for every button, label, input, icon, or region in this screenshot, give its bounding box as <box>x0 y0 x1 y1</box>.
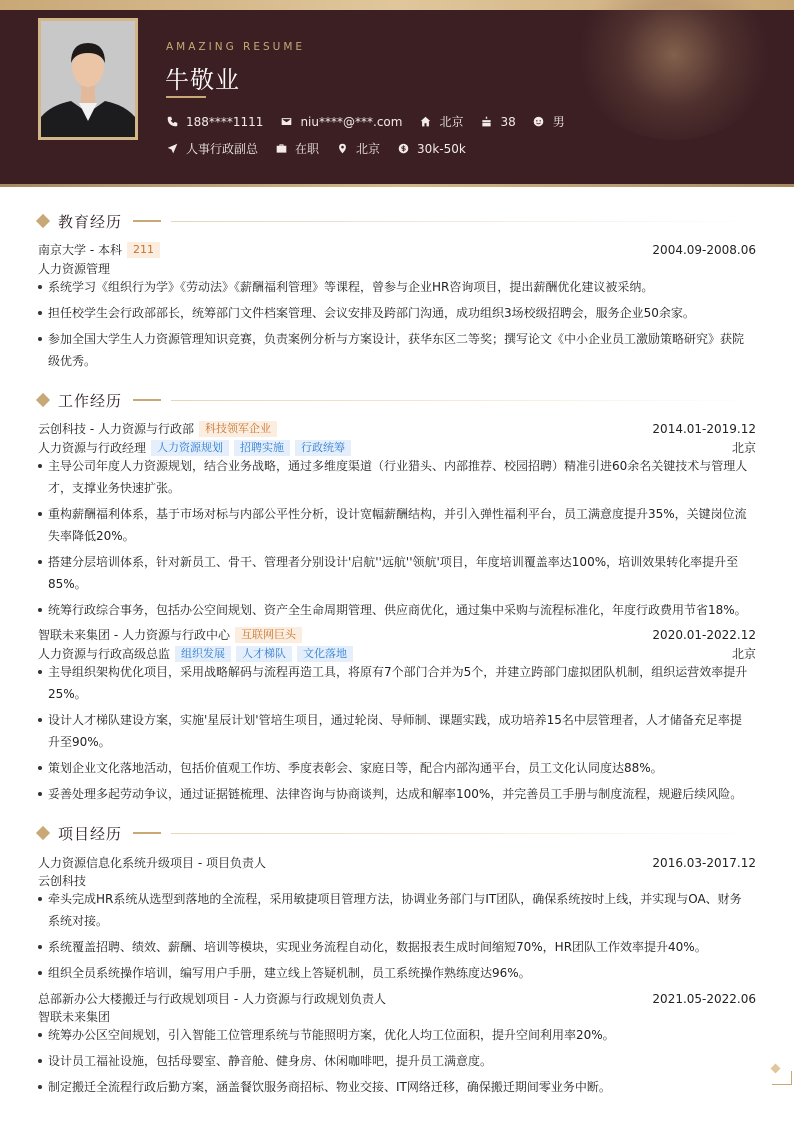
phone-text: 188****1111 <box>186 114 264 129</box>
work-city: 北京 <box>731 441 756 455</box>
project-org-row <box>38 1008 756 1025</box>
section-work-header <box>38 390 758 410</box>
salary-item <box>397 142 466 156</box>
work-position-row <box>38 645 756 662</box>
section-divider <box>171 400 758 401</box>
list-item: 参加全国大学生人力资源管理知识竞赛，负责案例分析与方案设计，获华东区二等奖；撰写论文《中小企业员工激励策略研究》获院级优秀。 <box>38 328 750 372</box>
company-tag: 科技领军企业 <box>199 421 277 437</box>
project-entry-header <box>38 990 756 1007</box>
section-divider <box>171 833 758 834</box>
money-icon <box>397 143 409 155</box>
age-item <box>480 115 515 129</box>
work-date: 2014.01-2019.12 <box>652 421 756 436</box>
project-entry-header <box>38 854 756 871</box>
briefcase-icon <box>275 143 287 155</box>
education-date: 2004.09-2008.06 <box>652 242 756 257</box>
list-item: 牵头完成HR系统从选型到落地的全流程，采用敏捷项目管理方法，协调业务部门与IT团队，确保系统按时上线，并实现与OA、财务系统对接。 <box>38 888 750 932</box>
list-item: 担任校学生会行政部部长，统筹部门文件档案管理、会议安排及跨部门沟通，成功组织3场校级招聘会，服务企业50余家。 <box>38 302 750 324</box>
list-item: 组织全员系统操作培训，编写用户手册，建立线上答疑机制，员工系统操作熟练度达96%。 <box>38 962 750 984</box>
resume-header <box>0 0 794 187</box>
mail-icon <box>280 116 292 128</box>
education-major-row <box>38 260 756 277</box>
age-text: 38 <box>500 114 516 129</box>
list-item: 设计人才梯队建设方案，实施'星辰计划'管培生项目，通过轮岗、导师制、课题实践，成功培养15名中层管理者，人才储备充足率提升至90%。 <box>38 709 750 753</box>
skill-tag: 行政统筹 <box>295 440 351 456</box>
phone-item <box>166 115 263 129</box>
profile-photo <box>38 18 138 140</box>
project-title: 人力资源信息化系统升级项目 - 项目负责人 <box>38 856 266 870</box>
section-education-header <box>38 211 758 231</box>
skill-tag: 人才梯队 <box>236 646 292 662</box>
list-item: 系统覆盖招聘、绩效、薪酬、培训等模块，实现业务流程自动化，数据报表生成时间缩短70%，HR团队工作效率提升40%。 <box>38 936 750 958</box>
project-org-row <box>38 872 756 889</box>
work-position-row <box>38 439 756 456</box>
skill-tag: 人力资源规划 <box>151 440 229 456</box>
resume-tagline: AMAZING RESUME <box>166 41 306 53</box>
education-entry-header <box>38 241 756 258</box>
work-entry-header <box>38 420 756 437</box>
skill-tag: 组织发展 <box>175 646 231 662</box>
project-date: 2021.05-2022.06 <box>652 991 756 1006</box>
section-divider <box>171 221 758 222</box>
salary-text: 30k-50k <box>417 141 466 156</box>
phone-icon <box>166 116 178 128</box>
project-org: 智联未来集团 <box>38 1010 111 1024</box>
list-item: 策划企业文化落地活动，包括价值观工作坊、季度表彰会、家庭日等，配合内部沟通平台，员工文化认同度达88%。 <box>38 757 750 779</box>
page-corner-ornament <box>770 1065 792 1085</box>
candidate-name: 牛敬业 <box>165 66 240 94</box>
gender-text: 男 <box>552 115 565 129</box>
section-diamond-icon <box>36 393 50 407</box>
section-bar <box>133 220 161 222</box>
home-city-text: 北京 <box>439 115 464 129</box>
status-item <box>275 140 319 157</box>
list-item: 制定搬迁全流程行政后勤方案，涵盖餐饮服务商招标、物业交接、IT网络迁移，确保搬迁期间零业务中断。 <box>38 1076 750 1098</box>
project-date: 2016.03-2017.12 <box>652 855 756 870</box>
section-project-header <box>38 823 758 843</box>
skill-tag: 招聘实施 <box>234 440 290 456</box>
location-pin-icon <box>336 143 348 155</box>
list-item: 搭建分层培训体系，针对新员工、骨干、管理者分别设计'启航''远航''领航'项目，年度培训覆盖率达100%，培训效果转化率提升至85%。 <box>38 551 750 595</box>
job-intent-row <box>166 140 483 157</box>
list-item: 主导公司年度人力资源规划，结合业务战略，通过多维度渠道（行业猎头、内部推荐、校园招聘）精准引进60余名关键技术与管理人才，支撑业务快速扩张。 <box>38 455 750 499</box>
position-item <box>166 140 258 157</box>
work-entry-header <box>38 626 756 643</box>
section-bar <box>133 399 161 401</box>
gender-icon <box>533 116 545 128</box>
send-icon <box>166 143 178 155</box>
section-title: 工作经历 <box>58 391 123 410</box>
email-text: niu****@***.com <box>300 114 403 129</box>
job-position: 人力资源与行政经理 <box>38 441 147 455</box>
name-underline <box>166 96 206 98</box>
work-city-item <box>336 140 380 157</box>
list-item: 系统学习《组织行为学》《劳动法》《薪酬福利管理》等课程，曾参与企业HR咨询项目，提出薪酬优化建议被采纳。 <box>38 276 750 298</box>
project-org: 云创科技 <box>38 874 87 888</box>
contact-row <box>166 113 582 130</box>
header-glow <box>574 0 774 140</box>
school-tag: 211 <box>127 242 160 258</box>
list-item: 主导组织架构优化项目，采用战略解码与流程再造工具，将原有7个部门合并为5个，并建立跨部门虚拟团队机制，组织运营效率提升25%。 <box>38 661 750 705</box>
section-title: 项目经历 <box>58 824 123 843</box>
work-city: 北京 <box>731 647 756 661</box>
email-item <box>280 115 402 129</box>
list-item: 统筹行政综合事务，包括办公空间规划、资产全生命周期管理、供应商优化，通过集中采购与流程标准化，年度行政费用节省18%。 <box>38 599 750 621</box>
list-item: 重构薪酬福利体系，基于市场对标与内部公平性分析，设计宽幅薪酬结构，并引入弹性福利平台，员工满意度提升35%，关键岗位流失率降低20%。 <box>38 503 750 547</box>
header-bottom-line <box>0 184 794 187</box>
work-date: 2020.01-2022.12 <box>652 627 756 642</box>
list-item: 设计员工福祉设施，包括母婴室、静音舱、健身房、休闲咖啡吧，提升员工满意度。 <box>38 1050 750 1072</box>
company-name: 智联未来集团 - 人力资源与行政中心 <box>38 628 230 642</box>
project-title: 总部新办公大楼搬迁与行政规划项目 - 人力资源与行政规划负责人 <box>38 992 386 1006</box>
section-diamond-icon <box>36 214 50 228</box>
home-icon <box>419 116 431 128</box>
section-bar <box>133 832 161 834</box>
home-item <box>419 113 463 130</box>
list-item: 妥善处理多起劳动争议，通过证据链梳理、法律咨询与协商谈判，达成和解率100%，并完善员工手册与制度流程，规避后续风险。 <box>38 783 750 805</box>
section-title: 教育经历 <box>58 212 123 231</box>
section-diamond-icon <box>36 826 50 840</box>
skill-tag: 文化落地 <box>297 646 353 662</box>
major: 人力资源管理 <box>38 262 111 276</box>
job-position: 人力资源与行政高级总监 <box>38 647 171 661</box>
company-tag: 互联网巨头 <box>235 627 302 643</box>
status-text: 在职 <box>295 142 320 156</box>
company-name: 云创科技 - 人力资源与行政部 <box>38 422 194 436</box>
cake-icon <box>480 116 492 128</box>
gender-item <box>533 113 565 130</box>
position-text: 人事行政副总 <box>186 142 259 156</box>
list-item: 统筹办公区空间规划，引入智能工位管理系统与节能照明方案，优化人均工位面积，提升空间利用率20%。 <box>38 1024 750 1046</box>
work-city-text: 北京 <box>356 142 381 156</box>
school-name: 南京大学 - 本科 <box>38 243 122 257</box>
